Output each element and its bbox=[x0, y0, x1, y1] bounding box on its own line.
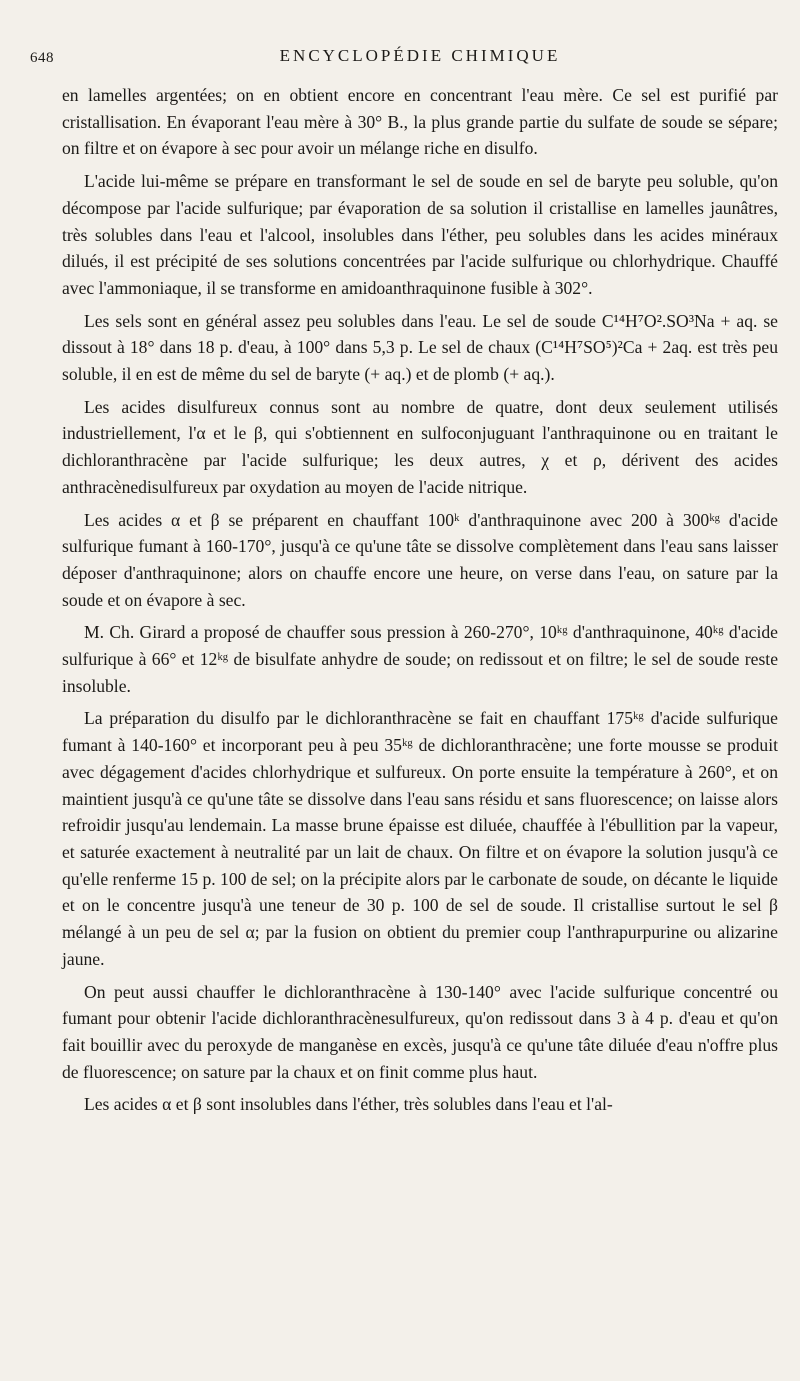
paragraph-7: La préparation du disulfo par le dichloranthracène se fait en chauffant 175ᵏᵍ d'acide sulfurique fumant à 140-160° et incorporant peu à peu 35ᵏᵍ de dichloranthracène; une forte mousse se produit avec dégagement d'acides chlorhydrique et sulfureux. On porte ensuite la température à 260°, et on maintient jusqu'à ce qu'une tâte se dissolve dans l'eau sans résidu et sans fluorescence; on laisse alors refroidir jusqu'au lendemain. La masse brune épaisse est diluée, chauffée à l'ébullition par la vapeur, et saturée exactement à neutralité par un lait de chaux. On filtre et on évapore la solution jusqu'à ce qu'elle renferme 15 p. 100 de sel; on la précipite alors par le carbonate de soude, on décante le liquide et on le concentre jusqu'à une teneur de 30 p. 100 de sel de soude. Il cristallise surtout le sel β mélangé à un peu de sel α; par la fusion on obtient du premier coup l'anthrapurpurine ou alizarine jaune. bbox=[62, 708, 778, 969]
paragraph-2: L'acide lui-même se prépare en transformant le sel de soude en sel de baryte peu soluble, qu'on décompose par l'acide sulfurique; par évaporation de sa solution il cristallise en lamelles jaunâtres, très solubles dans l'eau et l'alcool, insolubles dans l'éther, peu solubles dans les acides minéraux dilués, il est précipité de ses solutions concentrées par l'acide sulfurique ou chlorhydrique. Chauffé avec l'ammoniaque, il se transforme en amidoanthraquinone fusible à 302°. bbox=[62, 171, 778, 298]
paragraph-4: Les acides disulfureux connus sont au nombre de quatre, dont deux seulement utilisés industriellement, l'α et le β, qui s'obtiennent en sulfoconjuguant l'anthraquinone ou en traitant le dichloranthracène par l'acide sulfurique; les deux autres, χ et ρ, dérivent des acides anthracènedisulfureux par oxydation au moyen de l'acide nitrique. bbox=[62, 396, 778, 497]
running-head: ENCYCLOPÉDIE CHIMIQUE bbox=[279, 46, 561, 65]
paragraph-6: M. Ch. Girard a proposé de chauffer sous pression à 260-270°, 10ᵏᵍ d'anthraquinone, 40ᵏᵍ d'acide sulfurique à 66° et 12ᵏᵍ de bisulfate anhydre de soude; on redissout et on filtre; le sel de soude reste insoluble. bbox=[62, 622, 778, 696]
page-number: 648 bbox=[30, 50, 54, 66]
paragraph-1: en lamelles argentées; on en obtient encore en concentrant l'eau mère. Ce sel est purifié par cristallisation. En évaporant l'eau mère à 30° B., la plus grande partie du sulfate de soude se sépare; on filtre et on évapore à sec pour avoir un mélange riche en disulfo. bbox=[62, 85, 778, 159]
paragraph-9: Les acides α et β sont insolubles dans l'éther, très solubles dans l'eau et l'al- bbox=[84, 1094, 613, 1115]
body-text bbox=[62, 82, 778, 1118]
page-header bbox=[30, 38, 778, 68]
paragraph-3: Les sels sont en général assez peu solubles dans l'eau. Le sel de soude C¹⁴H⁷O².SO³Na + aq. se dissout à 18° dans 18 p. d'eau, à 100° dans 5,3 p. Le sel de chaux (C¹⁴H⁷SO⁵)²Ca + 2aq. est très peu soluble, il en est de même du sel de baryte (+ aq.) et de plomb (+ aq.). bbox=[62, 310, 778, 385]
paragraph-8: On peut aussi chauffer le dichloranthracène à 130-140° avec l'acide sulfurique concentré ou fumant pour obtenir l'acide dichloranthracènesulfureux, qu'on redissout dans 3 à 4 p. d'eau et qu'on fait bouillir avec du peroxyde de manganèse en excès, jusqu'à ce qu'une tâte diluée d'eau n'offre plus de fluorescence; on sature par la chaux et on finit comme plus haut. bbox=[62, 981, 778, 1082]
paragraph-5: Les acides α et β se préparent en chauffant 100ᵏ d'anthraquinone avec 200 à 300ᵏᵍ d'acide sulfurique fumant à 160-170°, jusqu'à ce qu'une tâte se dissolve complètement dans l'eau sans laisser déposer d'anthraquinone; alors on chauffe encore une heure, on verse dans l'eau, on sature par la soude et on évapore à sec. bbox=[62, 509, 778, 610]
